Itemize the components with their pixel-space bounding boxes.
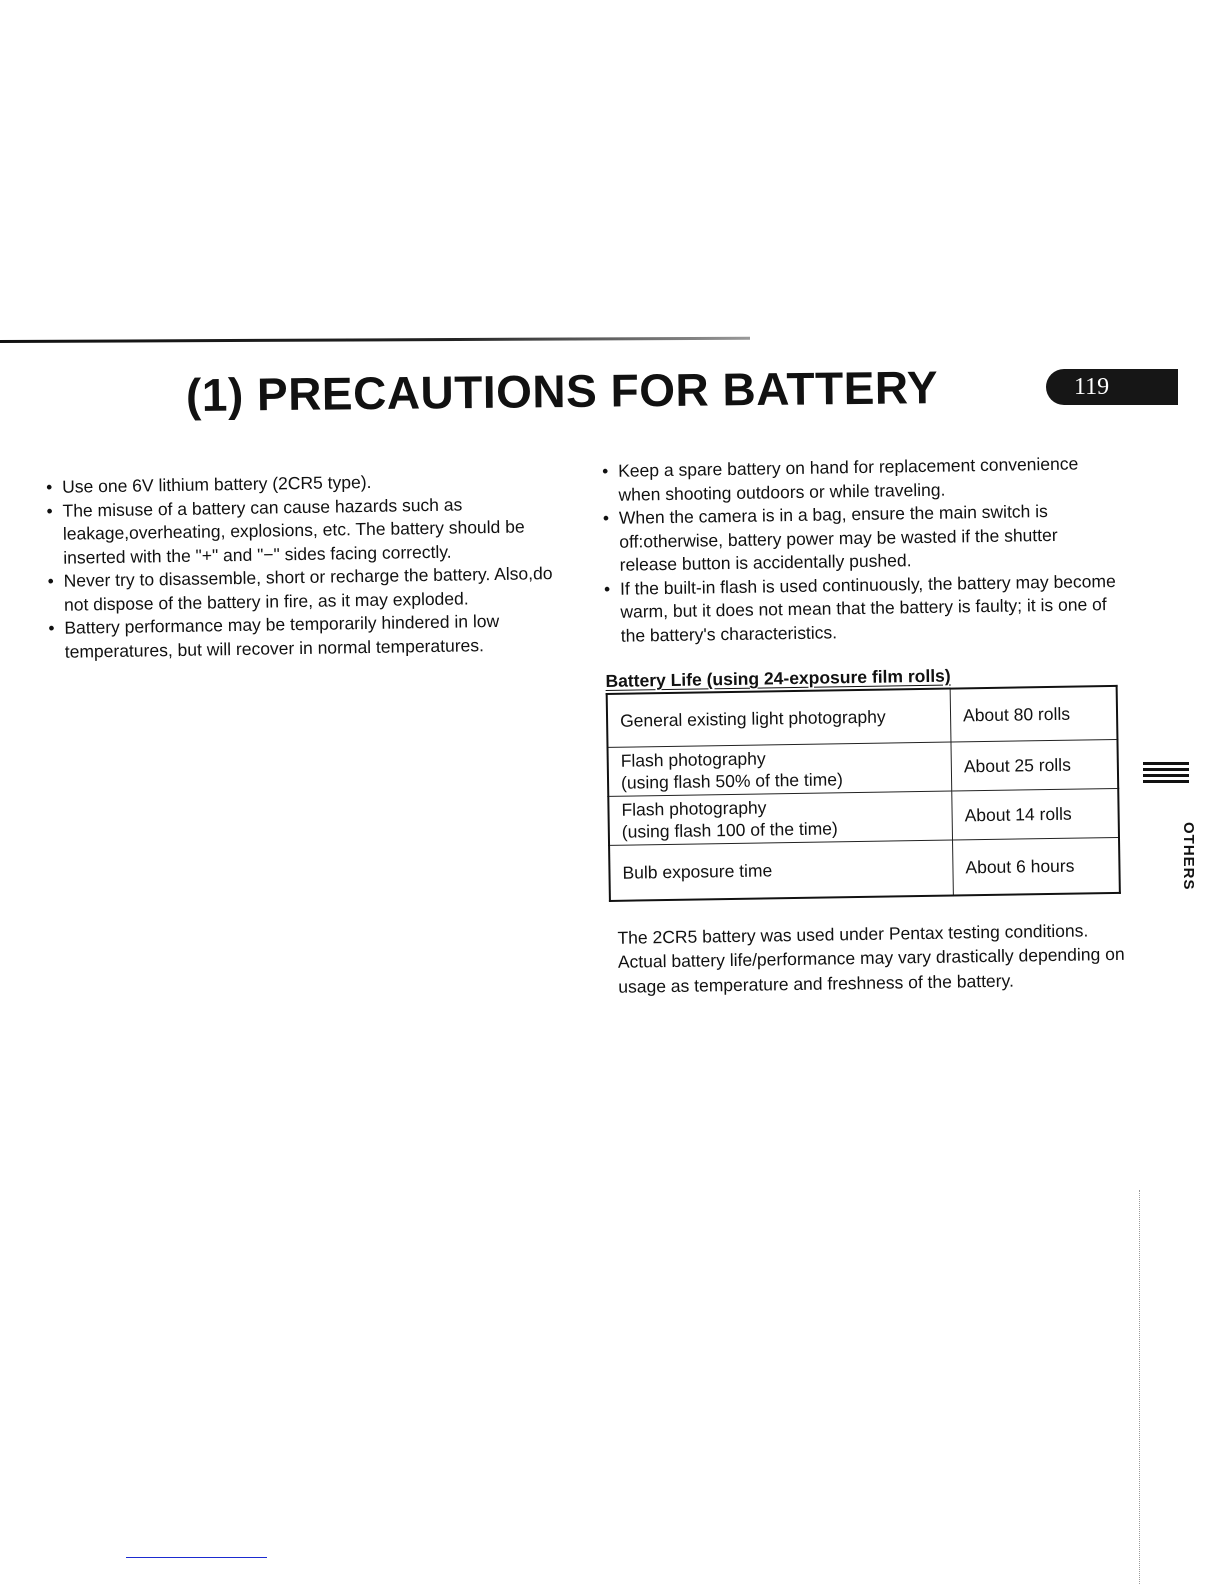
bullet-item: • When the camera is in a bag, ensure the main switch is off:otherwise, battery power may be wasted if the shutter release button is accidentally pushed. <box>603 499 1120 578</box>
row-label: Bulb exposure time <box>622 859 773 883</box>
left-bullet-list <box>46 468 565 664</box>
bullet-item: • Keep a spare battery on hand for replacement convenience when shooting outdoors or while traveling. <box>602 452 1119 507</box>
table-cell-value: About 6 hours <box>953 837 1120 895</box>
bullet-item: • The misuse of a battery can cause hazards such as leakage,overheating, explosions, etc. The battery should be inserted with the "+" and "−" sides facing correctly. <box>46 491 563 570</box>
table-cell-label <box>608 791 952 845</box>
bullet-item: • Battery performance may be temporarily hindered in low temperatures, but will recover in normal temperatures. <box>48 609 565 664</box>
battery-life-table <box>606 684 1121 901</box>
section-marker-icon <box>1143 762 1189 786</box>
table-cell-value: About 25 rolls <box>951 739 1118 791</box>
table-row <box>607 685 1118 747</box>
page-title: (1) PRECAUTIONS FOR BATTERY <box>185 361 939 421</box>
page-number-tab <box>1046 369 1178 405</box>
page-edge-line <box>1139 1190 1140 1584</box>
left-column <box>46 468 565 664</box>
row-label: Flash photography <box>620 747 766 771</box>
table-cell-label <box>608 742 952 796</box>
bullet-item: • Never try to disassemble, short or recharge the battery. Also,do not dispose of the battery in fire, as it may exploded. <box>47 562 564 617</box>
section-tab-label: OTHERS <box>1180 821 1197 891</box>
table-row <box>609 837 1120 901</box>
right-column <box>602 452 1126 999</box>
section-bars <box>1143 762 1189 783</box>
table-row <box>608 739 1119 796</box>
table-cell-label <box>607 688 951 747</box>
battery-note: The 2CR5 battery was used under Pentax testing conditions. Actual battery life/performance may vary drastically depending on usage as temperature and freshness of the battery. <box>617 919 1125 997</box>
bullet-item: • Use one 6V lithium battery (2CR5 type). <box>46 468 562 500</box>
battery-life-caption: Battery Life (using 24-exposure film rolls) <box>605 665 951 691</box>
row-label: General existing light photography <box>619 706 886 731</box>
bottom-rule <box>126 1557 267 1558</box>
table-cell-label <box>609 840 953 901</box>
row-sublabel: (using flash 50% of the time) <box>620 768 843 793</box>
table-cell-value: About 14 rolls <box>952 788 1119 840</box>
right-bullet-list <box>602 452 1121 648</box>
top-divider-rule <box>0 337 750 343</box>
table-cell-value: About 80 rolls <box>950 685 1117 741</box>
page-number: 119 <box>1074 373 1110 400</box>
table-row <box>608 788 1119 845</box>
row-sublabel: (using flash 100 of the time) <box>621 817 838 842</box>
bullet-item: • If the built-in flash is used continuously, the battery may become warm, but it does not mean that the battery is faulty; it is one of the battery's characteristics. <box>604 569 1121 648</box>
row-label: Flash photography <box>621 796 767 820</box>
